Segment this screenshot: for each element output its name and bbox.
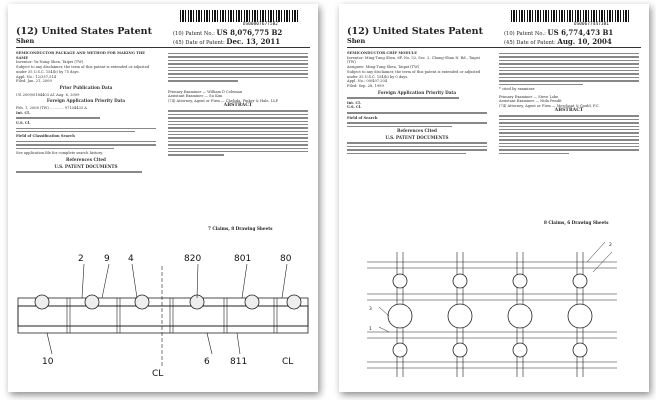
patent-page-left (8, 4, 318, 392)
patent-figure (12, 236, 314, 386)
abstract-title: ABSTRACT (223, 102, 253, 108)
foreign-priority-detail: Feb. 1, 2008 (TW) ............ 97104433 A (16, 106, 87, 111)
abstract-column (499, 51, 639, 156)
patent-inventor-name: Shen (16, 37, 35, 45)
cited-references-list (168, 53, 308, 82)
cited-references-list (499, 53, 639, 85)
inventor-line: Inventor: Yu-Nung Shen, Taipei (TW) (16, 60, 84, 65)
figure-label: CL (282, 357, 294, 367)
references-heading: References Cited (396, 128, 437, 133)
bibliographic-column (16, 51, 156, 175)
patent-number-row (504, 28, 613, 37)
figure-label: 811 (230, 357, 248, 367)
attorney: (74) Attorney, Agent or Firm — Merchant & Gould, P.C. (499, 104, 600, 109)
patent-page-right (339, 4, 649, 392)
appl-no: Appl. No.: 12/357,514 (16, 74, 57, 79)
cited-by-examiner: * cited by examiner (499, 86, 535, 91)
patent-date: Dec. 13, 2011 (226, 37, 281, 46)
patent-number-row (173, 28, 282, 37)
patent-number: US 8,076,775 B2 (216, 28, 283, 37)
foreign-priority-heading: Foreign Application Priority Data (46, 98, 126, 104)
figure-label: 3 (369, 307, 372, 312)
field-search-label: Field of Search (347, 115, 378, 120)
inventor-line: Inventor: Ming-Tung Shen, 6F, No. 52, Sec. 2, Chung-Shan N. Rd., Taipei (TW) (347, 55, 480, 65)
us-patent-docs-heading: U.S. PATENT DOCUMENTS (385, 134, 449, 140)
field-search-note: See application file for complete search history. (16, 151, 103, 156)
patent-number-label: (10) Patent No.: (173, 31, 215, 37)
figure-label: 801 (234, 254, 252, 264)
abstract-column (168, 51, 308, 158)
prior-pub-heading: Prior Publication Data (59, 84, 113, 90)
claims-summary: 8 Claims, 6 Drawing Sheets (544, 220, 609, 225)
field-search-label: Field of Classification Search (16, 134, 75, 139)
solder-balls (388, 274, 592, 357)
reference-lines (16, 171, 156, 172)
figure-label: 820 (184, 254, 202, 264)
notice-text: Subject to any disclaimer, the term of this patent is extended or adjusted under 35 U.S.C. 154(b) by 75 days. (16, 65, 150, 74)
claims-summary: 7 Claims, 8 Drawing Sheets (208, 226, 273, 231)
barcode-number: US006774473B1 (573, 22, 609, 27)
int-cl-label: Int. Cl. (347, 100, 361, 105)
figure-label: 80 (280, 254, 292, 264)
upper-wiring-layer (18, 298, 308, 306)
abstract-text (168, 110, 308, 155)
abstract-text (499, 115, 639, 154)
attorney: (74) Attorney, Agent or Firm — Chelsda, Pinker & Hale, LLP (168, 98, 279, 103)
assistant-examiner: Assistant Examiner — Nida Pendit (499, 99, 562, 104)
patent-figure (357, 232, 637, 387)
references-heading: References Cited (65, 156, 106, 162)
field-search-lines (347, 122, 487, 127)
figure-label: 1 (369, 327, 372, 332)
prior-pub-detail: US 2009/0184403 A1 Aug. 6, 2009 (16, 92, 80, 97)
patent-inventor-name: Shen (347, 37, 366, 45)
int-cl-label: Int. Cl. (16, 110, 30, 115)
assistant-examiner: Assistant Examiner — Su Kim (168, 94, 223, 99)
figure-label: 6 (204, 357, 210, 367)
barcode (511, 10, 631, 22)
patent-date: Aug. 10, 2004 (557, 37, 612, 46)
patent-date-label: (45) Date of Patent: (173, 40, 225, 46)
us-patent-docs-heading: U.S. PATENT DOCUMENTS (54, 163, 118, 169)
bibliographic-column (347, 51, 487, 156)
patent-date-row (173, 37, 280, 46)
patent-title: SEMICONDUCTOR CHIP MODULE (347, 51, 417, 55)
appl-no: Appl. No.: 09/407,204 (347, 79, 388, 84)
filed-date: Filed: Sep. 28, 1999 (347, 83, 384, 88)
us-cl-lines (16, 128, 156, 133)
patent-date-label: (45) Date of Patent: (504, 40, 556, 46)
figure-label: 4 (128, 254, 134, 264)
foreign-priority-lines (347, 97, 487, 98)
figure-label: 9 (104, 254, 110, 264)
field-search-lines (16, 141, 156, 149)
substrate-layer (18, 306, 308, 326)
solder-bumps (35, 295, 301, 309)
patent-header-title: (12) United States Patent (347, 26, 483, 37)
header-rule (347, 47, 641, 48)
patent-number: US 6,774,473 B1 (547, 28, 614, 37)
int-cl-lines (16, 117, 156, 118)
patent-date-row (504, 37, 612, 46)
figure-label: 10 (42, 357, 54, 367)
figure-label: CL (152, 369, 164, 379)
primary-examiner: Primary Examiner — William D Coleman (168, 89, 243, 94)
primary-examiner: Primary Examiner — Steve Loke (499, 94, 559, 99)
barcode (180, 10, 300, 22)
notice-text: Subject to any disclaimer, the term of this patent is extended or adjusted under 35 U.S.C. 154(b) by 0 days. (347, 69, 481, 79)
us-cl-lines (347, 112, 487, 113)
patent-header-title: (12) United States Patent (16, 26, 152, 37)
reference-lines (347, 142, 487, 154)
figure-label: 2 (78, 254, 84, 264)
abstract-title: ABSTRACT (554, 107, 584, 113)
lower-wiring-layer (18, 326, 308, 333)
figure-label: 2 (609, 243, 612, 248)
filed-date: Filed: Jan. 21, 2009 (16, 79, 52, 84)
header-rule (16, 47, 310, 48)
us-cl-label: U.S. Cl. (16, 120, 31, 125)
patent-title: SEMICONDUCTOR PACKAGE AND METHOD FOR MAKING THE SAME (16, 51, 145, 60)
us-cl-label: U.S. Cl. (347, 105, 362, 110)
barcode-number: US008076775B2 (242, 22, 278, 27)
assignee-line: Assignee: Ming-Tung Shen, Taipei (TW) (347, 65, 420, 70)
foreign-priority-heading: Foreign Application Priority Data (377, 89, 457, 95)
patent-number-label: (10) Patent No.: (504, 31, 546, 37)
